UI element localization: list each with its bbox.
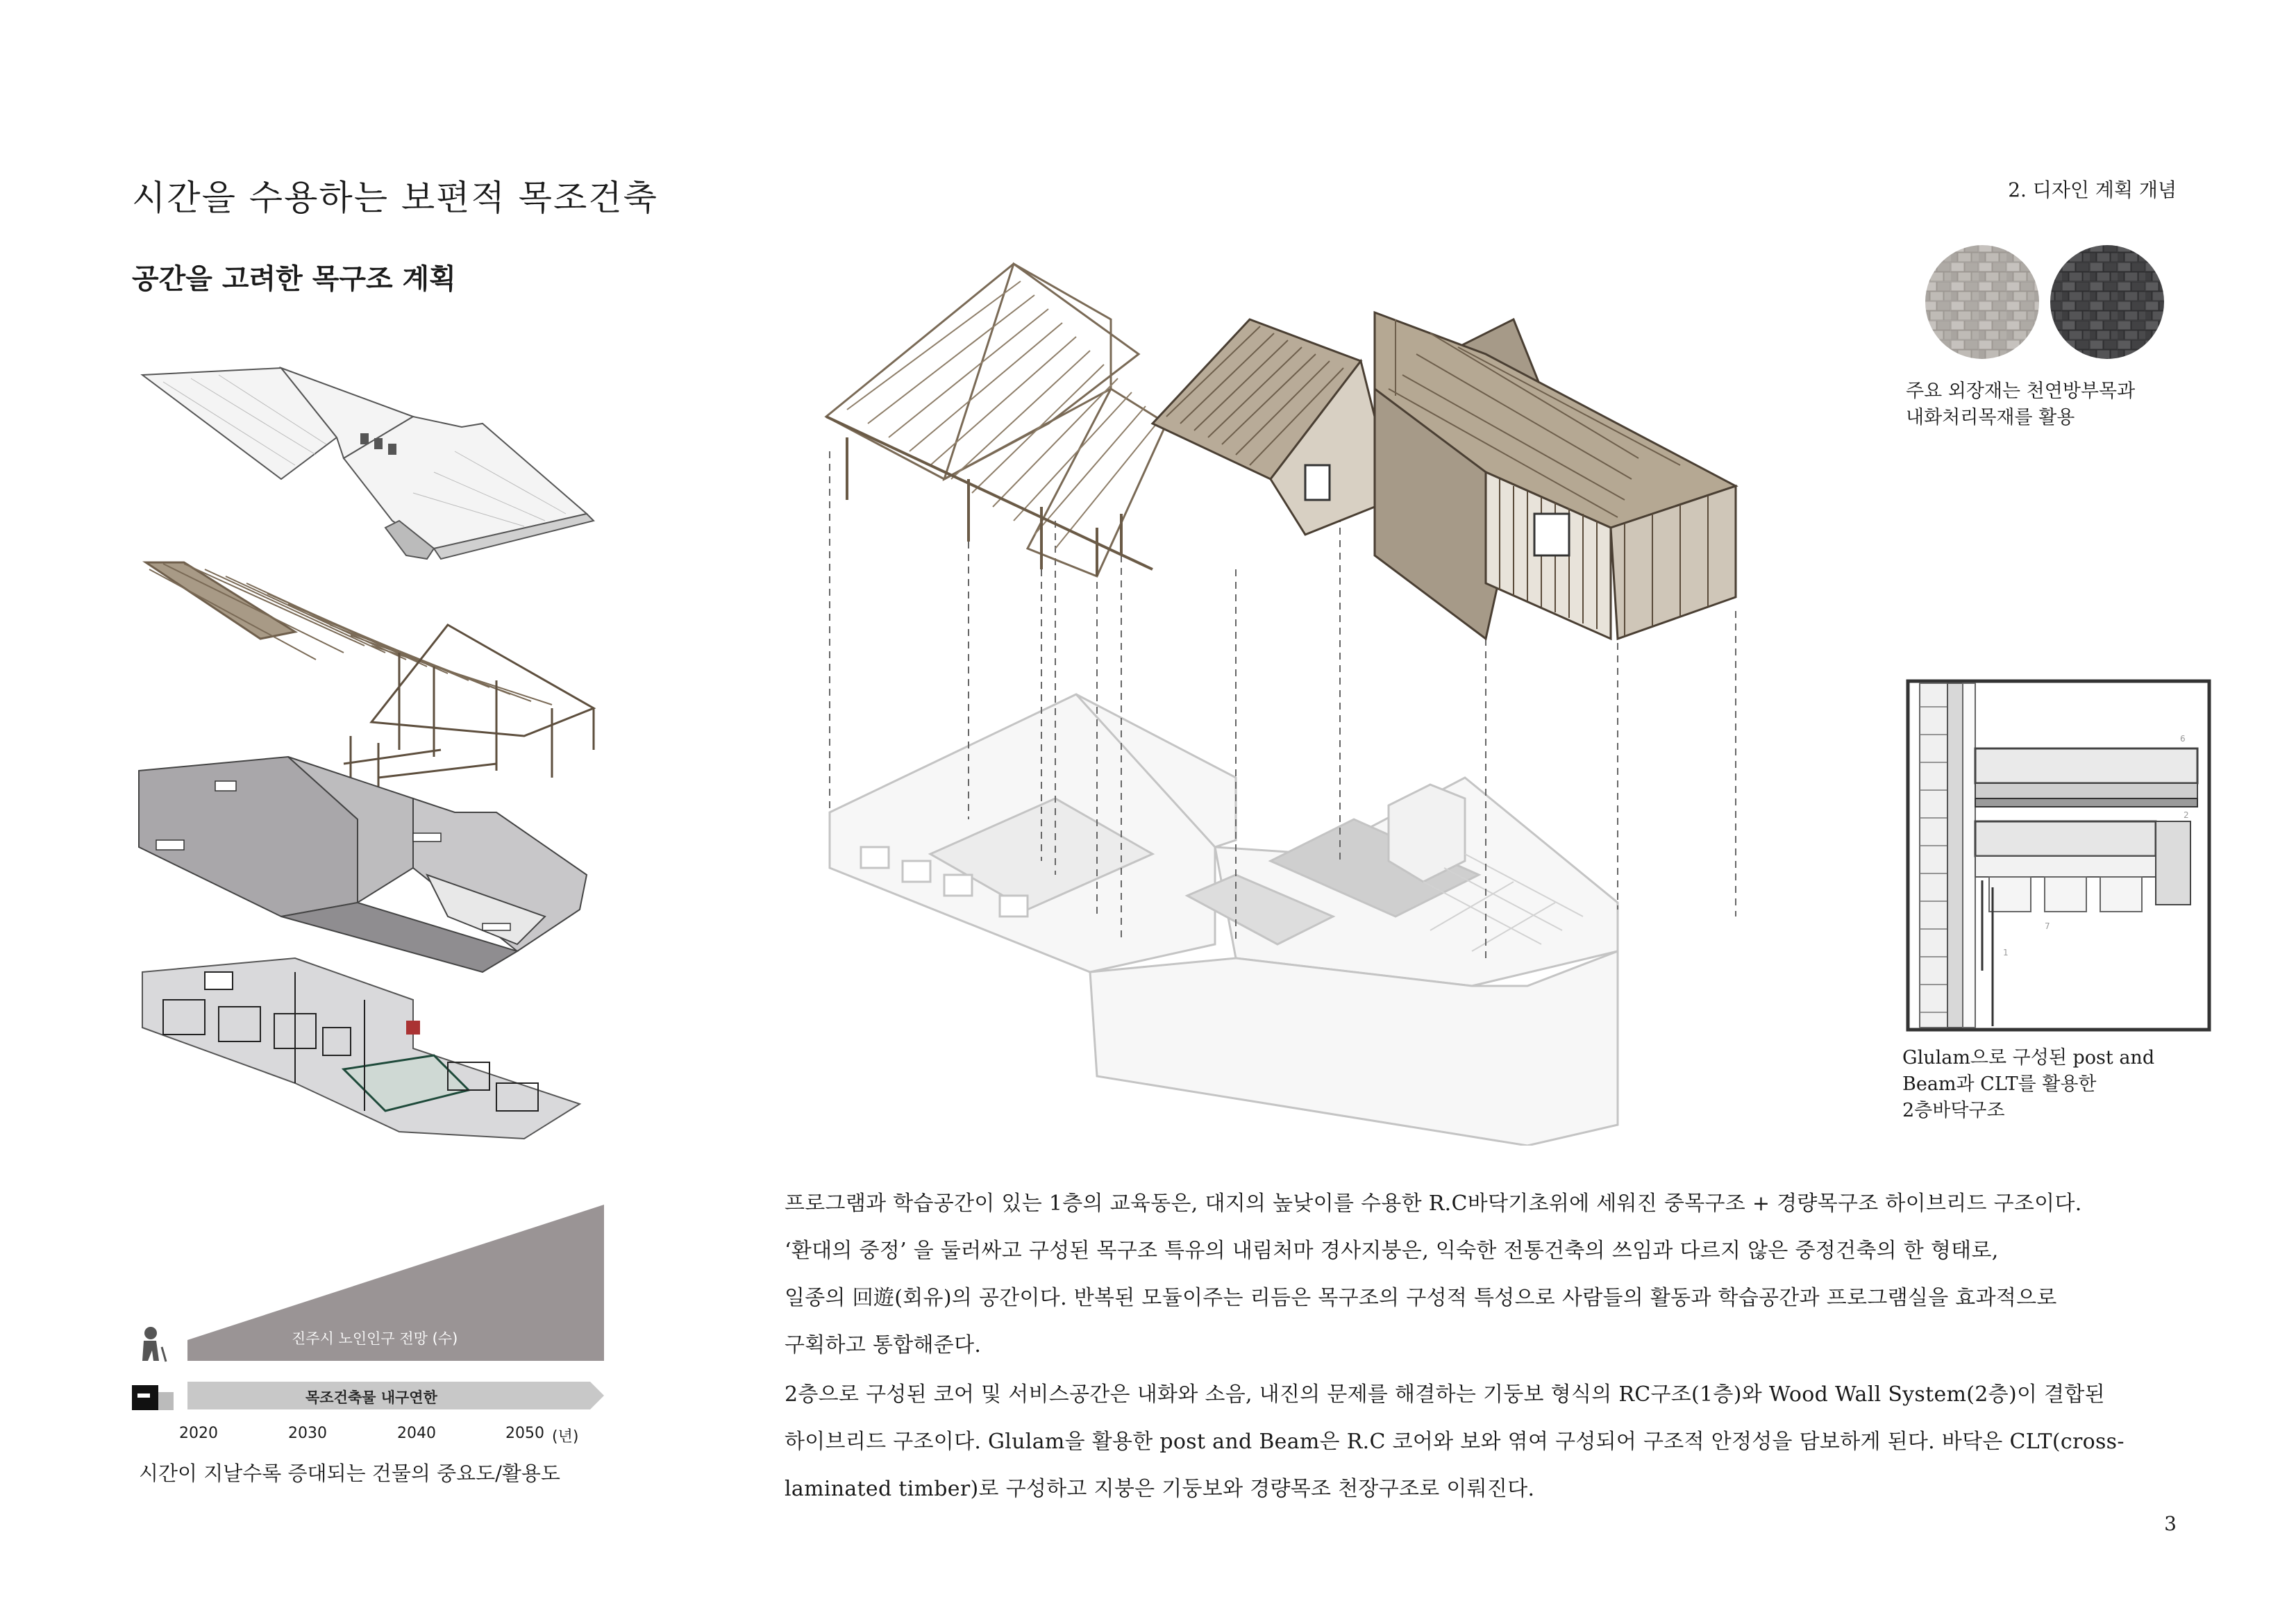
year-unit: (년) xyxy=(552,1428,579,1446)
durability-label: 목조건축물 내구연한 xyxy=(305,1389,437,1406)
year-tick-2030: 2030 xyxy=(288,1425,327,1442)
swatch-fireproof-wood xyxy=(2050,245,2164,359)
page-number: 3 xyxy=(2164,1512,2177,1535)
paragraph-1: 프로그램과 학습공간이 있는 1층의 교육동은, 대지의 높낮이를 수용한 R.C바닥기초위에 세워진 중목구조 + 경량목구조 하이브리드 구조이다. ‘환대의 중정’ 을 둘러싸고 구성된 목구조 특유의 내림처마 경사지붕은, 익숙한 전통건축의 쓰임과 다르지 않은 중정건축의 한 형태로, 일종의 回遊(회유)의 공간이다. 반복된 모듈이주는 리듬은 목구조의 구성적 특성으로 사람들의 활동과 학습공간과 프로그램실을 효과적으로 구획하고 통합해준다. xyxy=(785,1191,2082,1357)
page-title: 시간을 수용하는 보편적 목조건축 xyxy=(132,178,658,218)
wood-frame-layer xyxy=(146,562,594,792)
svg-text:2: 2 xyxy=(2184,810,2189,820)
detail-note: Glulam으로 구성된 post and Beam과 CLT를 활용한 2층바닥구조 xyxy=(1902,1047,2155,1121)
year-tick-2020: 2020 xyxy=(179,1425,218,1442)
rc-walls-layer xyxy=(139,757,587,972)
exploded-axonometric-stack xyxy=(135,361,607,1173)
wall-section-detail xyxy=(1906,679,2211,1032)
year-tick-2040: 2040 xyxy=(397,1425,436,1442)
svg-text:6: 6 xyxy=(2180,734,2186,744)
year-tick-2050: 2050 xyxy=(505,1425,544,1442)
rc-base-ghost xyxy=(830,694,1618,1146)
floor-plan-layer xyxy=(142,958,580,1139)
roof-layer xyxy=(142,368,594,559)
section-label: 2. 디자인 계획 개념 xyxy=(2008,178,2177,201)
timeline-caption: 시간이 지날수록 증대되는 건물의 중요도/활용도 xyxy=(139,1462,560,1485)
population-label: 진주시 노인인구 전망 (수) xyxy=(292,1330,458,1347)
paragraph-2: 2층으로 구성된 코어 및 서비스공간은 내화와 소음, 내진의 문제를 해결하는 기둥보 형식의 RC구조(1층)와 Wood Wall System(2층)이 결합된 하이브리드 구조이다. Glulam을 활용한 post and Beam은 R.C 코어와 보와 엮여 구성되어 구조적 안정성을 담보하게 된다. 바닥은 CLT(cross- laminated timber)로 구성하고 지붕은 기둥보와 경량목조 천장구조로 이뤄진다. xyxy=(785,1382,2125,1501)
building-block-icon xyxy=(132,1385,174,1410)
page-subtitle: 공간을 고려한 목구조 계획 xyxy=(132,262,456,295)
swatch-natural-wood xyxy=(1925,245,2039,359)
central-structure-axonometric xyxy=(819,250,1784,1146)
elderly-person-icon xyxy=(142,1327,166,1362)
svg-text:7: 7 xyxy=(2045,921,2050,931)
material-swatches xyxy=(1923,243,2187,361)
wood-roof-frame xyxy=(826,264,1166,576)
svg-text:1: 1 xyxy=(2003,948,2009,957)
timeline-chart xyxy=(128,1205,614,1448)
materials-note: 주요 외장재는 천연방부목과 내화처리목재를 활용 xyxy=(1906,380,2136,428)
